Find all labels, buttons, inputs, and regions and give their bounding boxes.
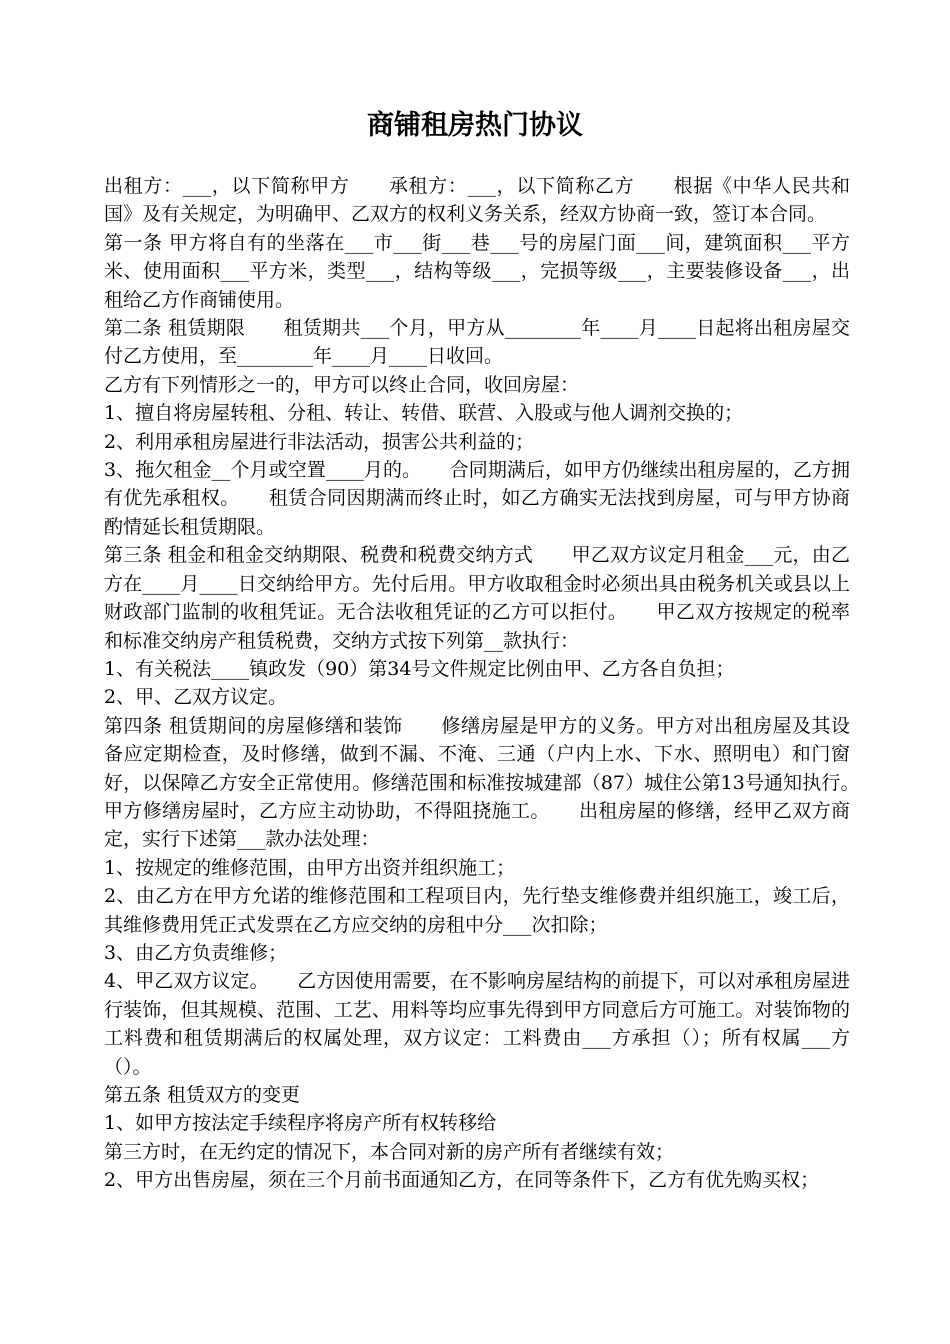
paragraph-change-item-2: 2、甲方出售房屋，须在三个月前书面通知乙方，在同等条件下，乙方有优先购买权；: [104, 1169, 820, 1192]
document-title: 商铺租房热门协议: [367, 110, 583, 141]
paragraph-change-item-1: 1、如甲方按法定手续程序将房产所有权转移给: [104, 1112, 497, 1135]
paragraph-article-5: 第五条 租赁双方的变更: [104, 1084, 301, 1106]
paragraph-article-1: 第一条 甲方将自有的坐落在___市___街___巷___号的房屋门面___间，建筑面积___平方米、使用面积___平方米，类型___，结构等级___，完损等级___，主要装修设备___，出租给乙方作商铺使用。: [104, 231, 850, 311]
paragraph-repair-item-2: 2、由乙方在甲方允诺的维修范围和工程项目内，先行垫支维修费并组织施工，竣工后，其维修费用凭正式发票在乙方应交纳的房租中分___次扣除；: [104, 885, 850, 936]
paragraph-article-2: 第二条 租赁期限 租赁期共___个月，甲方从________年____月____日起将出租房屋交付乙方使用，至________年____月____日收回。: [104, 317, 850, 368]
paragraph-tax-item-2: 2、甲、乙双方议定。: [104, 686, 288, 709]
paragraph-tax-item-1: 1、有关税法____镇政发（90）第34号文件规定比例由甲、乙方各自负担；: [104, 657, 735, 680]
paragraph-repair-item-4: 4、甲乙双方议定。 乙方因使用需要，在不影响房屋结构的前提下，可以对承租房屋进行装饰，但其规模、范围、工艺、用料等均应事先得到甲方同意后方可施工。对装饰物的工料费和租赁期满后的权属处理，双方议定：工料费由___方承担（）；所有权属___方（）。: [104, 970, 850, 1078]
paragraph-termination-item-3: 3、拖欠租金__个月或空置____月的。 合同期满后，如甲方仍继续出租房屋的，乙方拥有优先承租权。 租赁合同因期满而终止时，如乙方确实无法找到房屋，可与甲方协商酌情延长租赁期限。: [104, 459, 850, 538]
document-body: [104, 172, 889, 1195]
paragraph-termination-item-2: 2、利用承租房屋进行非法活动，损害公共利益的；: [104, 430, 535, 453]
paragraph-repair-item-1: 1、按规定的维修范围，由甲方出资并组织施工；: [104, 856, 516, 879]
paragraph-repair-item-3: 3、由乙方负责维修；: [104, 941, 288, 964]
paragraph-change-item-1-cont: 第三方时，在无约定的情况下，本合同对新的房产所有者继续有效；: [104, 1140, 675, 1163]
paragraph-parties: 出租方：___，以下简称甲方 承租方：___，以下简称乙方 根据《中华人民共和国》及有关规定，为明确甲、乙双方的权利义务关系，经双方协商一致，签订本合同。: [104, 175, 850, 226]
paragraph-article-3: 第三条 租金和租金交纳期限、税费和税费交纳方式 甲乙双方议定月租金___元，由乙方在____月____日交纳给甲方。先付后用。甲方收取租金时必须出具由税务机关或县以上财政部门监制的收租凭证。无合法收租凭证的乙方可以拒付。 甲乙双方按规定的税率和标准交纳房产租赁税费，交纳方式按下列第__款执行：: [104, 544, 850, 652]
paragraph-article-4: 第四条 租赁期间的房屋修缮和装饰 修缮房屋是甲方的义务。甲方对出租房屋及其设备应定期检查，及时修缮，做到不漏、不淹、三通（户内上水、下水、照明电）和门窗好，以保障乙方安全正常使用。修缮范围和标准按城建部（87）城住公第13号通知执行。 甲方修缮房屋时，乙方应主动协助，不得阻挠施工。 出租房屋的修缮，经甲乙双方商定，实行下述第___款办法处理：: [104, 714, 889, 851]
paragraph-termination-item-1: 1、擅自将房屋转租、分租、转让、转借、联营、入股或与他人调剂交换的；: [104, 402, 744, 425]
paragraph-termination-intro: 乙方有下列情形之一的，甲方可以终止合同，收回房屋：: [104, 373, 580, 396]
